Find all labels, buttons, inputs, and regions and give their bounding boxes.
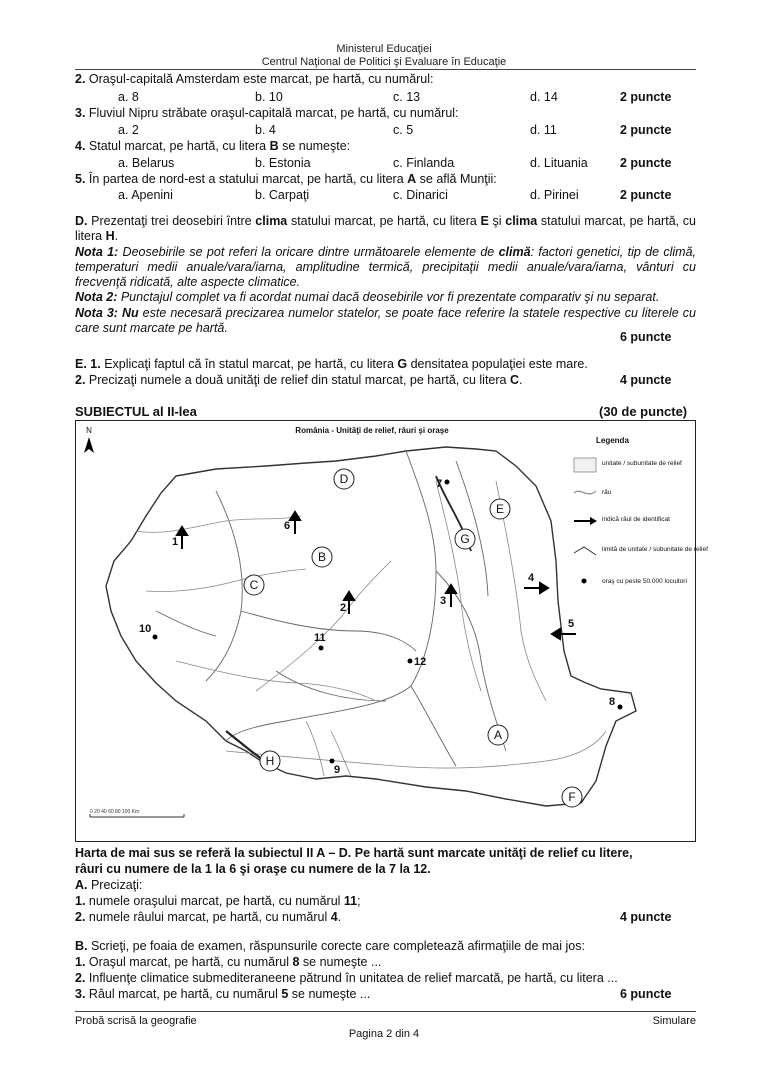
q4-points: 2 puncte	[620, 156, 672, 170]
legend-title: Legenda	[596, 436, 629, 445]
q4-option-b: b. Estonia	[255, 156, 311, 170]
romania-relief-map	[75, 420, 708, 842]
letter-g: G	[460, 532, 470, 546]
q3-option-d: d. 11	[530, 123, 557, 137]
footer-right: Simulare	[652, 1015, 696, 1027]
city-7	[445, 480, 450, 485]
relief-boundary	[276, 671, 386, 701]
section-a-2: 2. numele râului marcat, pe hartă, cu numărul 4.	[75, 910, 342, 924]
legend-city: oraş cu peste 50.000 locuitori	[602, 578, 687, 585]
section-b-1: 1. Oraşul marcat, pe hartă, cu numărul 8 se numeşte ...	[75, 955, 382, 969]
legend-river: râu	[602, 489, 612, 496]
q3-option-a: a. 2	[118, 123, 139, 137]
river	[146, 569, 306, 592]
river	[306, 721, 324, 776]
q3-points: 2 puncte	[620, 123, 672, 137]
map-caption-line1: Harta de mai sus se referă la subiectul II A – D. Pe hartă sunt marcate unităţi de relief cu litere,	[75, 846, 633, 860]
header-ministry: Ministerul Educaţiei	[336, 43, 432, 55]
q4-option-a: a. Belarus	[118, 156, 175, 170]
section-b-3: 3. Râul marcat, pe hartă, cu numărul 5 se numeşte ...	[75, 987, 371, 1001]
number-8: 8	[609, 696, 616, 708]
section-a: A. Precizaţi:	[75, 878, 143, 892]
number-6: 6	[284, 520, 291, 532]
river	[226, 731, 606, 768]
map-legend	[574, 436, 708, 585]
north-label: N	[86, 426, 92, 435]
relief-boundary	[241, 611, 416, 651]
q2-option-c: c. 13	[393, 90, 421, 104]
section-d: D. Prezentaţi trei deosebiri între clima statului marcat, pe hartă, cu litera E şi clima statului marcat, pe hartă, cu litera H. Nota 1: Deosebirile se pot referi la oricare dintre următoarele elemente de climă: factori genetici, tip de climă, temperaturi medii anuale/vara/iarna, amplitudine termică, precipitaţii medii anuale/vara/iarna, vânturi cu frecvenţă ridicată, alte aspecte climatice. Nota 2: Punctajul complet va fi acordat numai dacă deosebirile vor fi prezentate comparativ şi nu separat. Nota 3: Nu este necesară precizarea numelor statelor, se poate face referire la statele respective cu literele cu care sunt marcate pe hartă.	[75, 214, 696, 336]
q5-question: 5. În partea de nord-est a statului marcat, pe hartă, cu litera A se află Munţii:	[75, 172, 497, 186]
number-1: 1	[172, 536, 179, 548]
letter-e: E	[495, 502, 505, 516]
letter-f: F	[568, 790, 576, 804]
relief-boundary	[226, 451, 436, 741]
number-2: 2	[340, 602, 347, 614]
relief-boundary	[411, 686, 456, 766]
letter-h: H	[265, 754, 275, 768]
relief-boundary	[456, 461, 488, 596]
q3-option-c: c. 5	[393, 123, 414, 137]
number-3: 3	[440, 595, 447, 607]
number-9: 9	[334, 764, 341, 776]
section-e-1: E. 1. Explicaţi faptul că în statul marcat, pe hartă, cu litera G densitatea populaţiei este mare.	[75, 357, 588, 371]
section-b-2: 2. Influenţe climatice submediteraneene pătrund în unitatea de relief marcată, pe hartă, cu litera ...	[75, 971, 618, 985]
river	[436, 481, 481, 691]
map-title: România - Unităţi de relief, râuri şi oraşe	[295, 426, 449, 435]
city-12	[408, 659, 413, 664]
section-a-points: 4 puncte	[620, 910, 672, 924]
city-11	[319, 646, 324, 651]
city-8	[618, 705, 623, 710]
letter-a: A	[493, 728, 503, 742]
north-arrow-icon	[84, 437, 94, 453]
q5-option-a: a. Apenini	[118, 188, 173, 202]
number-7: 7	[436, 478, 443, 490]
river	[136, 516, 301, 532]
letter-d: D	[339, 472, 349, 486]
q5-option-c: c. Dinarici	[393, 188, 448, 202]
city-10	[153, 635, 158, 640]
relief-boundary	[436, 571, 506, 751]
q2-question: 2. Oraşul-capitală Amsterdam este marcat, pe hartă, cu numărul:	[75, 72, 434, 86]
footer-left: Probă scrisă la geografie	[75, 1015, 197, 1027]
relief-boundary	[156, 611, 216, 636]
q3-question: 3. Fluviul Nipru străbate oraşul-capitală marcat, pe hartă, cu numărul:	[75, 106, 459, 120]
section-a-1: 1. numele oraşului marcat, pe hartă, cu numărul 11;	[75, 894, 361, 908]
q5-option-b: b. Carpaţi	[255, 188, 310, 202]
header-center: Centrul Naţional de Politici şi Evaluare în Educaţie	[261, 56, 507, 68]
q2-option-a: a. 8	[118, 90, 139, 104]
subiect-2-title: SUBIECTUL al II-lea	[75, 404, 197, 419]
number-4: 4	[528, 572, 535, 584]
number-10: 10	[139, 623, 152, 635]
section-e-2: 2. Precizaţi numele a două unităţi de relief din statul marcat, pe hartă, cu litera C.	[75, 373, 523, 387]
section-d-points: 6 puncte	[620, 330, 672, 344]
legend-relief: unitate / subunitate de relief	[602, 460, 682, 467]
legend-arrow: indică râul de identificat	[602, 516, 670, 523]
q4-option-c: c. Finlanda	[393, 156, 455, 170]
number-11: 11	[314, 632, 326, 644]
q2-points: 2 puncte	[620, 90, 672, 104]
map-caption-line2: râuri cu numere de la 1 la 6 şi oraşe cu numere de la 7 la 12.	[75, 862, 431, 876]
section-b-points: 6 puncte	[620, 987, 672, 1001]
subiect-2-points: (30 de puncte)	[599, 404, 688, 419]
number-5: 5	[568, 618, 575, 630]
number-12: 12	[414, 656, 427, 668]
scale-label: 0 20 40 60 80 100 Km	[90, 809, 140, 815]
q2-option-d: d. 14	[530, 90, 558, 104]
country-outline	[106, 447, 636, 806]
city-9	[330, 759, 335, 764]
legend-boundary: limită de unitate / subunitate de relief	[602, 546, 708, 553]
section-e-points: 4 puncte	[620, 373, 672, 387]
q4-question: 4. Statul marcat, pe hartă, cu litera B se numeşte:	[75, 139, 351, 153]
scale-bar	[90, 809, 184, 817]
q5-points: 2 puncte	[620, 188, 672, 202]
letter-b: B	[317, 550, 327, 564]
section-b: B. Scrieţi, pe foaia de examen, răspunsurile corecte care completează afirmaţiile de mai jos:	[75, 939, 585, 953]
letter-c: C	[249, 578, 259, 592]
q2-option-b: b. 10	[255, 90, 283, 104]
footer-divider	[75, 1011, 696, 1012]
header-divider	[75, 69, 696, 70]
q5-option-d: d. Pirinei	[530, 188, 579, 202]
q4-option-d: d. Lituania	[530, 156, 588, 170]
footer-page: Pagina 2 din 4	[348, 1028, 420, 1040]
q3-option-b: b. 4	[255, 123, 276, 137]
